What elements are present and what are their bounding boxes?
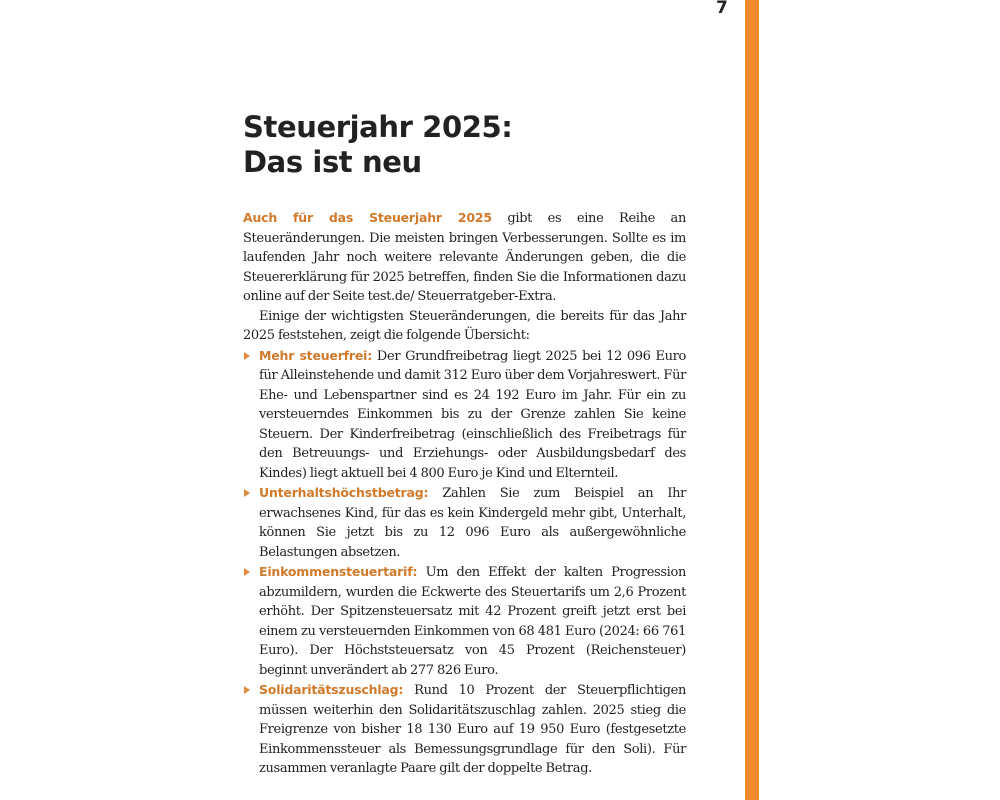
intro-paragraph	[243, 208, 686, 307]
bullet-triangle-icon	[244, 568, 250, 576]
page-number: 7	[716, 0, 728, 18]
page-title	[243, 110, 686, 180]
article-body	[243, 208, 686, 779]
intro-text: gibt es eine Reihe an Steueränderungen. Die meisten bringen Verbesserungen. Sollte es im laufenden Jahr noch weitere relevante Änderungen geben, die die Steuererklärung für 2025 betreffen, finden Sie die Informationen dazu online auf der Seite test.de/ Steuerratgeber-Extra.	[243, 211, 686, 304]
change-list	[243, 346, 686, 779]
bullet-triangle-icon	[244, 686, 250, 694]
page-heading-block	[243, 110, 686, 180]
item-text: Rund 10 Prozent der Steuerpflichtigen müssen weiterhin den Solidaritätszuschlag zahlen. 2025 stieg die Freigrenze von bisher 18 130 Euro auf 19 950 Euro (festgesetzte Einkommenssteuer als Bemessungsgrundlage für den Soli). Für zusammen veranlagte Paare gilt der doppelte Betrag.	[259, 683, 686, 776]
item-term: Unterhaltshöchstbetrag:	[259, 485, 429, 500]
bullet-triangle-icon	[244, 489, 250, 497]
page-title-line-2: Das ist neu	[243, 145, 422, 179]
list-item	[243, 562, 686, 680]
intro-lead: Auch für das Steuerjahr 2025	[243, 210, 492, 225]
list-item	[243, 346, 686, 484]
item-term: Mehr steuerfrei:	[259, 347, 373, 363]
overview-paragraph: Einige der wichtigsten Steueränderungen, die bereits für das Jahr 2025 feststehen, zeigt die folgende Übersicht:	[243, 308, 686, 343]
item-term: Solidaritätszuschlag:	[259, 682, 404, 697]
list-item	[243, 483, 686, 562]
item-term: Einkommensteuertarif:	[259, 564, 418, 579]
accent-bar	[745, 0, 759, 800]
page-title-line-1: Steuerjahr 2025:	[243, 110, 513, 144]
item-text: Um den Effekt der kalten Progression abzumildern, wurden die Eckwerte des Steuertarifs um 2,6 Prozent erhöht. Der Spitzensteuersatz mit 42 Prozent greift jetzt erst bei einem zu versteuernden Einkommen von 68 481 Euro (2024: 66 761 Euro). Der Höchststeuersatz von 45 Prozent (Reichensteuer) beginnt unverändert ab 277 826 Euro.	[259, 565, 686, 678]
bullet-triangle-icon	[244, 352, 250, 360]
item-text: Zahlen Sie zum Beispiel an Ihr erwachsenes Kind, für das es kein Kindergeld mehr gibt, Unterhalt, können Sie jetzt bis zu 12 096 Euro als außergewöhnliche Belastungen absetzen.	[259, 486, 686, 560]
list-item	[243, 680, 686, 779]
item-text: Der Grundfreibetrag liegt 2025 bei 12 096 Euro für Alleinstehende und damit 312 Euro über dem Vorjahreswert. Für Ehe- und Lebenspartner sind es 24 192 Euro im Jahr. Für ein zu versteuerndes Einkommen bis zu der Grenze zahlen Sie keine Steuern. Der Kinderfreibetrag (einschließlich des Freibetrags für den Betreuungs- und Erziehungs- oder Ausbildungsbedarf des Kindes) liegt aktuell bei 4 800 Euro je Kind und Elternteil.	[259, 348, 686, 481]
